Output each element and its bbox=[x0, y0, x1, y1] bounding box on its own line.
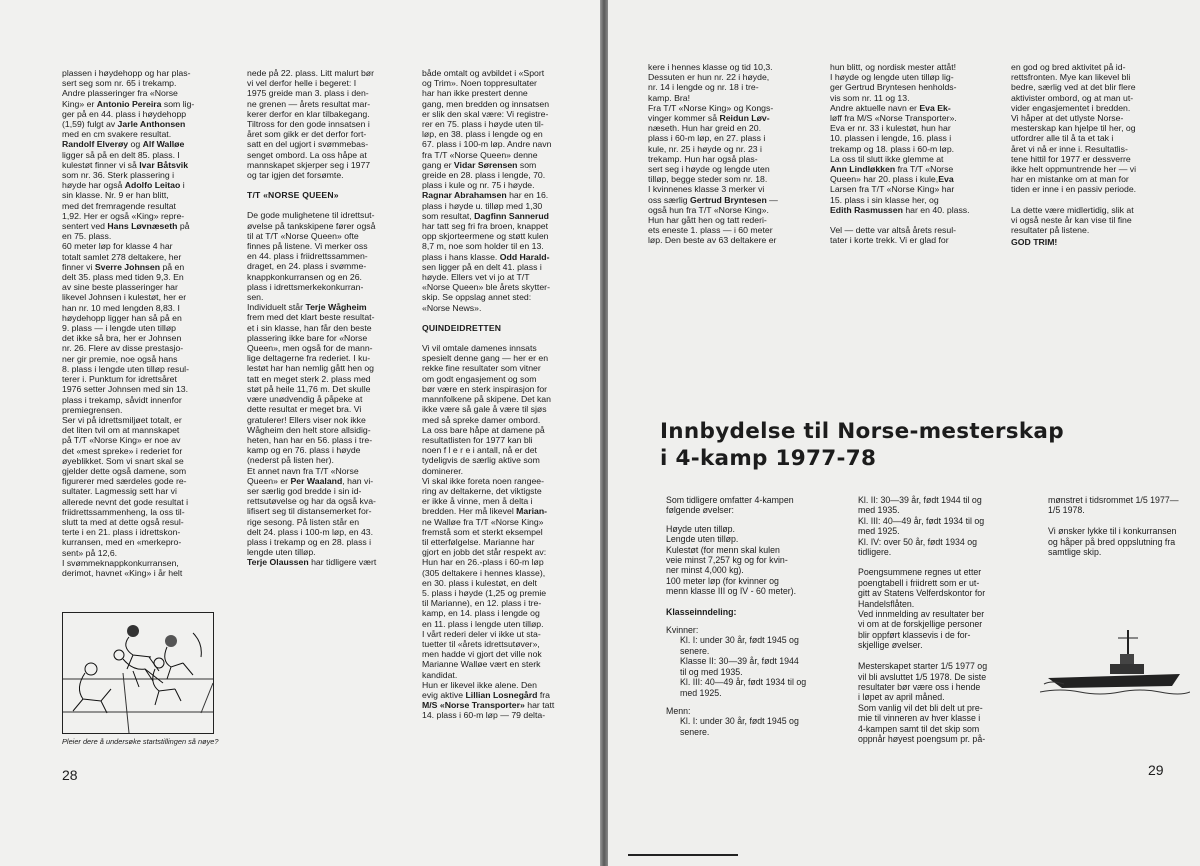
right-column-3 bbox=[1011, 62, 1181, 248]
text-line: frem med det klart beste resultat- bbox=[247, 312, 375, 323]
headline-line-2: i 4-kamp 1977-78 bbox=[660, 446, 877, 471]
text-line: Kl. III: 40—49 år, født 1934 til og bbox=[680, 677, 807, 688]
text-line: 60 meter løp for klasse 4 har bbox=[62, 241, 173, 252]
text-line: rige sesong. På listen står en bbox=[247, 516, 360, 527]
text-line: Mesterskapet starter 1/5 1977 og bbox=[858, 661, 988, 672]
text-line: både omtalt og avbildet i «Sport bbox=[422, 68, 545, 78]
text-line: resultater på listene. bbox=[1011, 225, 1090, 236]
text-line: sultater. Lagmessig sett har vi bbox=[62, 486, 177, 497]
text-line: M/S «Norse Transporter» har tatt bbox=[422, 700, 555, 711]
text-line: likevel Johnsen i kulestøt, her er bbox=[62, 292, 187, 303]
text-line bbox=[1011, 195, 1181, 205]
text-line: Kl. I: under 30 år, født 1945 og bbox=[680, 716, 799, 727]
text-line: sert seg som nr. 65 i trekamp. bbox=[62, 78, 177, 89]
text-line: en god og bred aktivitet på id- bbox=[1011, 62, 1126, 72]
text-line: året som gikk er det derfor fort- bbox=[247, 129, 367, 140]
text-line: allerede nevnt det gode resultat i bbox=[62, 496, 189, 507]
section-heading-quindeidretten: QUINDEIDRETTEN bbox=[422, 322, 502, 333]
text-line: følgende øvelser: bbox=[666, 505, 734, 516]
text-line: plass i trekamp, såvidt innenfor bbox=[62, 394, 182, 405]
text-line: plass i høyde u. tilløp med 1,30 bbox=[422, 200, 543, 211]
text-line: sin klasse. Nr. 9 er han blitt, bbox=[62, 190, 169, 201]
text-line: Ved innmelding av resultater ber bbox=[858, 609, 985, 620]
text-line: Lengde uten tilløp. bbox=[666, 534, 739, 545]
text-line: King» er Antonio Pereira som lig- bbox=[62, 98, 195, 109]
ship-illustration bbox=[1040, 628, 1190, 698]
text-line: til etterfølgelse. Marianne har bbox=[422, 536, 535, 547]
text-line: delt 24. plass i 100-m løp, en 43. bbox=[247, 526, 374, 537]
text-line: trekamp. Hun har også plas- bbox=[648, 153, 758, 164]
text-line: gjort en jobb det står respekt av: bbox=[422, 547, 547, 558]
text-line: La oss bare håpe at damene på bbox=[422, 424, 545, 435]
text-line: Wågheim den helt store allsidig- bbox=[247, 424, 371, 435]
text-line: hun blitt, og nordisk mester attåt! bbox=[830, 62, 957, 72]
text-line: Queen», men også for de mann- bbox=[247, 343, 373, 354]
signoff: GOD TRIM! bbox=[1011, 237, 1058, 248]
text-line: og håper på bred oppslutning fra bbox=[1048, 536, 1176, 547]
text-line: greide en 28. plass i lengde, 70. bbox=[422, 170, 546, 181]
text-line: I vårt rederi deler vi ikke ut sta- bbox=[422, 628, 541, 639]
cartoon-runners-drawing bbox=[63, 613, 213, 733]
text-line: terte i en 21. plass i idrettskon- bbox=[62, 527, 181, 538]
text-line: figurerer med særdeles gode re- bbox=[62, 476, 187, 487]
left-column-2-part-a bbox=[247, 68, 407, 180]
text-line: Andre plasseringer fra «Norse bbox=[62, 88, 178, 99]
text-line: 1/5 1978. bbox=[1048, 505, 1085, 516]
text-line: mannfolkene på skipene. Det kan bbox=[422, 394, 551, 405]
text-line: skip. Se oppslag annet sted: bbox=[422, 292, 532, 303]
text-line: og tar igjen det forsømte. bbox=[247, 170, 344, 181]
text-line: sert seg i høyde og lengde uten bbox=[648, 164, 770, 175]
text-line: spesielt denne gang — her er en bbox=[422, 353, 549, 364]
left-column-2-part-b bbox=[247, 210, 407, 567]
text-line: vinger kommer så Reidun Løv- bbox=[648, 113, 770, 124]
text-line: slutt ta med at dette også resul- bbox=[62, 516, 184, 527]
text-line: 100 meter løp (for kvinner og bbox=[666, 575, 779, 586]
text-line: ner gir premie, noe også hans bbox=[62, 353, 178, 364]
text-line: vider engasjementet i bredden. bbox=[1011, 102, 1131, 113]
text-line: (nederst på listen her). bbox=[247, 455, 334, 466]
text-line: det «mest spreke» i rederiet for bbox=[62, 445, 183, 456]
text-line: Vi vil omtale damenes innsats bbox=[422, 343, 537, 354]
text-line: «Norse News». bbox=[422, 302, 482, 313]
text-line: evig aktive Lillian Losnegård fra bbox=[422, 689, 550, 700]
text-line: fremstå som et sterkt eksempel bbox=[422, 526, 543, 537]
text-line: er slik den skal være: Vi registre- bbox=[422, 108, 549, 119]
text-line: har tatt seg fri fra broen, knappet bbox=[422, 221, 549, 232]
text-line: senere. bbox=[680, 726, 710, 737]
left-column-1 bbox=[62, 68, 232, 578]
text-line: noen f l e r e i antall, nå er det bbox=[422, 445, 537, 456]
text-line: Kl. II: 30—39 år, født 1944 til og bbox=[858, 495, 982, 505]
section-heading-norse-queen: T/T «NORSE QUEEN» bbox=[247, 190, 339, 201]
text-line: ner minst 4,000 kg). bbox=[666, 565, 744, 576]
text-line: vil bli avsluttet 1/5 1978. De siste bbox=[858, 671, 987, 682]
left-column-3-part-a bbox=[422, 68, 592, 313]
text-line: løff fra M/S «Norse Transporter». bbox=[830, 113, 957, 124]
invitation-column-3 bbox=[1048, 495, 1193, 557]
text-line: til at T/T «Norse Queen» ofte bbox=[247, 230, 359, 241]
text-line: av sine beste plasseringer har bbox=[62, 282, 178, 293]
text-line: gjelder dette også damene, som bbox=[62, 465, 187, 476]
text-line: nede på 22. plass. Litt malurt bør bbox=[247, 68, 374, 78]
text-line: Kl. III: 40—49 år, født 1934 til og bbox=[858, 515, 985, 526]
text-line: Fra T/T «Norse King» og Kongs- bbox=[648, 102, 774, 113]
text-line: en 75. plass. bbox=[62, 231, 112, 242]
text-line: tater i korte trekk. Vi er glad for bbox=[830, 235, 949, 246]
text-line: I kvinnenes klasse 3 merker vi bbox=[648, 184, 765, 195]
text-line: som resultat, Dagfinn Sannerud bbox=[422, 210, 549, 221]
text-line: Terje Olaussen har tidligere vært bbox=[247, 557, 377, 568]
text-line: gratulerer! Ellers viser nok ikke bbox=[247, 414, 366, 425]
text-line: 10. plassen i lengde, 16. plass i bbox=[830, 133, 952, 144]
text-line: draget, en 24. plass i svømme- bbox=[247, 261, 367, 272]
text-line: lestøt har han nemlig gått hen og bbox=[247, 363, 375, 374]
book-gutter bbox=[600, 0, 608, 866]
text-line: finner vi Sverre Johnsen på en bbox=[62, 261, 185, 272]
text-line: vis som nr. 11 og 13. bbox=[830, 92, 910, 103]
text-line: tilløp, begge steder som nr. 18. bbox=[648, 174, 768, 185]
text-line: også hun fra T/T «Norse King». bbox=[648, 204, 769, 215]
text-line: skjellige øvelser. bbox=[858, 640, 923, 651]
text-line: ser særlig god bredde i sin id- bbox=[247, 485, 362, 496]
text-line: mønstret i tidsrommet 1/5 1977— bbox=[1048, 495, 1179, 505]
text-line: i løpet av april måned. bbox=[858, 692, 945, 703]
text-line: på T/T «Norse King» er noe av bbox=[62, 435, 181, 446]
text-line: har han ikke prestert denne bbox=[422, 88, 528, 99]
text-line: tidligere. bbox=[858, 547, 892, 558]
text-line: ne Walløe fra T/T «Norse King» bbox=[422, 516, 544, 527]
text-line: kule, nr. 25 i høyde og nr. 23 i bbox=[648, 143, 762, 154]
text-line: ne grenen — årets resultat mar- bbox=[247, 98, 371, 109]
text-line: plass i hans klasse. Odd Harald- bbox=[422, 251, 550, 262]
text-line: mesterskap kan hjelpe til her, og bbox=[1011, 123, 1136, 134]
text-line: plass i trekamp og en 28. plass i bbox=[247, 536, 372, 547]
text-line: vi vel derfor helle i begeret: I bbox=[247, 78, 357, 89]
text-line: finnes på listene. Vi merker oss bbox=[247, 241, 368, 252]
left-column-3-part-b bbox=[422, 343, 592, 721]
text-line: en 44. plass i friidrettssammen- bbox=[247, 251, 368, 262]
text-line: Ser vi på idrettsmiljøet totalt, er bbox=[62, 414, 182, 425]
text-line: mie til vinneren av hver klasse i bbox=[858, 713, 981, 724]
text-line: I svømmeknappkonkurransen, bbox=[62, 557, 179, 568]
text-line: gang, men bredden og innsatsen bbox=[422, 98, 550, 109]
text-line: Individuelt står Terje Wågheim bbox=[247, 302, 367, 313]
text-line: Vi ønsker lykke til i konkurransen bbox=[1048, 526, 1177, 537]
text-line: sen ligger på en delt 41. plass i bbox=[422, 261, 542, 272]
text-line: med så spreke damer ombord. bbox=[422, 414, 541, 425]
right-column-3-text bbox=[1011, 62, 1181, 235]
text-line: nr. 14 i lengde og nr. 18 i tre- bbox=[648, 82, 759, 93]
text-line: Vel — dette var altså årets resul- bbox=[830, 225, 957, 236]
text-line: Handelsflåten. bbox=[858, 598, 915, 609]
text-line: kulestøt finner vi så Ivar Båtsvik bbox=[62, 159, 189, 170]
text-line: tatt en meget sterk 2. plass med bbox=[247, 373, 371, 384]
text-line: Ann Lindløkken fra T/T «Norse bbox=[830, 164, 954, 175]
left-column-2 bbox=[247, 68, 407, 568]
text-line: vi om at de forskjellige personer bbox=[858, 619, 983, 630]
text-line: 1976 setter Johnsen med sin 13. bbox=[62, 384, 189, 395]
text-line: kamp. Bra! bbox=[648, 92, 691, 103]
text-line: aktivister ombord, og at man ut- bbox=[1011, 92, 1134, 103]
cartoon-illustration bbox=[62, 612, 214, 734]
text-line: med det fremragende resultat bbox=[62, 200, 176, 211]
text-line: La oss til slutt ikke glemme at bbox=[830, 153, 944, 164]
text-line: kandidat. bbox=[422, 669, 458, 680]
text-line: øyeblikket. Som vi snart skal se bbox=[62, 455, 184, 466]
text-line: løp. Den beste av 63 deltakere er bbox=[648, 235, 777, 246]
text-line: øvelse på tankskipene fører også bbox=[247, 220, 376, 231]
text-line: resultater bør være oss i hende bbox=[858, 681, 981, 692]
text-line: ger Gertrud Bryntesen henholds- bbox=[830, 82, 957, 93]
text-line: 8,7 m, noe som holder til en 13. bbox=[422, 241, 544, 252]
text-line: og Trim». Noen toppresultater bbox=[422, 78, 537, 89]
text-line: plass i kule og nr. 75 i høyde. bbox=[422, 180, 535, 191]
text-line: lengde uten tilløp. bbox=[247, 547, 316, 558]
text-line: friidrettssammenheng, la oss til- bbox=[62, 506, 185, 517]
text-line: 1975 greide man 3. plass i den- bbox=[247, 88, 369, 99]
text-line: 9. plass — i lengde uten tilløp bbox=[62, 323, 176, 334]
text-line: 4-kampen samt til det skip som bbox=[858, 723, 980, 734]
text-line: lifisert seg til distansemerket for- bbox=[247, 506, 372, 517]
text-line: gitt av Statens Velferdskontor for bbox=[858, 588, 986, 599]
text-line: senere. bbox=[680, 645, 710, 656]
text-line: senget ombord. La oss håpe at bbox=[247, 149, 367, 160]
text-line: menn klasse III og IV - 60 meter). bbox=[666, 586, 797, 597]
text-line: oppnår høyest poengsum pr. på- bbox=[858, 733, 986, 744]
text-line: sen. bbox=[247, 292, 264, 303]
invitation-headline bbox=[660, 418, 1064, 472]
text-line: Vi håper at det utlyste Norse- bbox=[1011, 113, 1124, 124]
text-line: 5. plass i høyde (1,25 og premie bbox=[422, 587, 547, 598]
text-line: Queen» har 20. plass i kule,Eva bbox=[830, 174, 954, 185]
text-line: (305 deltakere i hennes klasse), bbox=[422, 567, 546, 578]
text-line: Queen» er Per Waaland, han vi- bbox=[247, 475, 374, 486]
text-line: 8. plass i lengde uten tilløp resul- bbox=[62, 363, 189, 374]
text-line: om godt engasjement og som bbox=[422, 373, 537, 384]
text-line: Høyde uten tilløp. bbox=[666, 523, 735, 534]
text-line: knappkonkurransen og en 26. bbox=[247, 271, 362, 282]
headline-line-1: Innbydelse til Norse-mesterskap bbox=[660, 419, 1064, 444]
text-line: opp skjorteermene og støtt kulen bbox=[422, 231, 549, 242]
text-line: sent» på 12,6. bbox=[62, 547, 118, 558]
text-line: Som tidligere omfatter 4-kampen bbox=[666, 495, 794, 505]
text-line: poengtabell i friidrett som er ut- bbox=[858, 577, 980, 588]
text-line: det liten tvil om at mannskapet bbox=[62, 425, 180, 436]
text-line: Tiltross for den gode innsatsen i bbox=[247, 119, 370, 130]
text-line: 15. plass i sin klasse her, og bbox=[830, 194, 939, 205]
text-line: støt på heile 11,76 m. Det skulle bbox=[247, 383, 371, 394]
text-line: Poengsummene regnes ut etter bbox=[858, 567, 982, 578]
text-line: resultatlisten for 1977 kan bli bbox=[422, 434, 533, 445]
text-line: Vi skal ikke foreta noen rangee- bbox=[422, 475, 545, 486]
text-line: Randolf Elverøy og Alf Walløe bbox=[62, 139, 185, 150]
page-number-left: 28 bbox=[62, 767, 78, 783]
text-line: ger på en 44. plass i høydehopp bbox=[62, 108, 187, 119]
text-line: heten, han har en 56. plass i tre- bbox=[247, 434, 373, 445]
text-line: plassen i høydehopp og har plas- bbox=[62, 68, 191, 78]
text-line: til og med 1935. bbox=[680, 666, 743, 677]
text-line: Et annet navn fra T/T «Norse bbox=[247, 465, 359, 476]
text-line: rettsfronten. Mye kan likevel bli bbox=[1011, 72, 1131, 83]
text-line: tydeligvis de særlig aktive som bbox=[422, 455, 540, 466]
text-line: Ragnar Abrahamsen har en 16. bbox=[422, 190, 549, 201]
text-line: plass i 60-m løp, en 27. plass i bbox=[648, 133, 766, 144]
text-line: høydehopp ligger han så på en bbox=[62, 312, 182, 323]
invitation-subheading: Klasseinndeling: bbox=[666, 606, 737, 617]
text-line: dominerer. bbox=[422, 465, 464, 476]
left-column-3 bbox=[422, 68, 592, 721]
text-line: høyde har også Adolfo Leitao i bbox=[62, 180, 185, 191]
text-line: vi også neste år kan vise til fine bbox=[1011, 215, 1132, 226]
text-line: (1,59) fulgt av Jarle Anthonsen bbox=[62, 119, 186, 130]
text-line: 1,92. Her er også «King» repre- bbox=[62, 210, 185, 221]
text-line: Klasse II: 30—39 år, født 1944 bbox=[680, 656, 799, 667]
text-line: rer en 75. plass i høyde uten til- bbox=[422, 119, 544, 130]
text-line: næseth. Hun har greid en 20. bbox=[648, 123, 762, 134]
text-line: Kl. I: under 30 år, født 1945 og bbox=[680, 635, 799, 646]
text-line: mannskapet skjerper seg i 1977 bbox=[247, 159, 371, 170]
text-line: gang er Vidar Sørensen som bbox=[422, 159, 537, 170]
text-line: totalt samlet 278 deltakere, her bbox=[62, 251, 182, 262]
text-line bbox=[858, 651, 1038, 661]
text-line: men hadde vi gjort det ville nok bbox=[422, 649, 542, 660]
text-line: tiden er inne i en passiv periode. bbox=[1011, 184, 1137, 195]
text-line: høyde. Ellers vet vi jo at T/T bbox=[422, 272, 530, 283]
right-column-2 bbox=[830, 62, 995, 246]
text-line: trekamp og 18. plass i 60-m løp. bbox=[830, 143, 955, 154]
text-line: kerer derfor en klar tilbakegang. bbox=[247, 108, 370, 119]
text-line: som nr. 36. Sterk plassering i bbox=[62, 170, 175, 181]
right-page bbox=[608, 0, 1200, 866]
text-line: løp, en 38. plass i lengde og en bbox=[422, 129, 543, 140]
text-line: Eva er nr. 33 i kulestøt, hun har bbox=[830, 123, 951, 134]
page-edge-mark bbox=[628, 854, 738, 856]
text-line: premiegrensen. bbox=[62, 404, 123, 415]
text-line: rettsutøvelse og har da også kva- bbox=[247, 496, 376, 507]
text-line: fra T/T «Norse Queen» denne bbox=[422, 149, 538, 160]
text-line bbox=[1048, 516, 1193, 526]
text-line: De gode mulighetene til idrettsut- bbox=[247, 210, 375, 221]
text-line: La dette være midlertidig, slik at bbox=[1011, 204, 1134, 215]
text-line: 67. plass i 100-m løp. Andre navn bbox=[422, 139, 552, 150]
text-line: med 1935. bbox=[858, 505, 900, 516]
text-line: «Norse Queen» ble årets skytter- bbox=[422, 282, 550, 293]
text-line: kamp, en 14. plass i lengde og bbox=[422, 608, 540, 619]
invitation-subheading: Kvinner: bbox=[666, 625, 699, 636]
text-line: samtlige skip. bbox=[1048, 547, 1102, 558]
text-line bbox=[830, 215, 995, 225]
text-line: Larsen fra T/T «Norse King» har bbox=[830, 184, 955, 195]
invitation-column-1 bbox=[666, 495, 846, 737]
text-line: oss særlig Gertrud Bryntesen — bbox=[648, 194, 778, 205]
text-line: ikke helt oppmuntrende her — vi bbox=[1011, 164, 1137, 175]
text-line: Kulestøt (for menn skal kulen bbox=[666, 544, 780, 555]
text-line: plass i idrettsmerkekonkurran- bbox=[247, 281, 364, 292]
text-line: det ikke så bra, her er Johnsen bbox=[62, 333, 182, 344]
invitation-subheading: Menn: bbox=[666, 705, 691, 716]
text-line: bredden. Her må likevel Marian- bbox=[422, 506, 548, 517]
text-line: Marianne Walløe vært en sterk bbox=[422, 659, 541, 670]
text-line: terer i. Punktum for idrettsåret bbox=[62, 374, 177, 385]
text-line: delt 35. plass med tiden 9,3. En bbox=[62, 272, 184, 283]
text-line: Andre aktuelle navn er Eva Ek- bbox=[830, 102, 951, 113]
text-line: være unødvendig å påpeke at bbox=[247, 394, 363, 405]
text-line: Som vanlig vil det bli delt ut pre- bbox=[858, 702, 983, 713]
text-line: nr. 26. Flere av disse prestasjo- bbox=[62, 343, 184, 354]
text-line: ring av deltakerne, det viktigste bbox=[422, 485, 542, 496]
text-line: året vi nå er inne i. Resultatlis- bbox=[1011, 143, 1128, 154]
text-line: veie minst 7,257 kg og for kvin- bbox=[666, 555, 788, 566]
text-line: rekke fine resultater som vitner bbox=[422, 363, 541, 374]
text-line: bør være en sterk inspirasjon for bbox=[422, 383, 548, 394]
text-line: bedre, særlig ved at det blir flere bbox=[1011, 82, 1136, 93]
text-line: I høyde og lengde uten tilløp lig- bbox=[830, 72, 954, 83]
text-line: blir oppført klassevis i de for- bbox=[858, 629, 971, 640]
text-line: satt en del ugjort i svømmebas- bbox=[247, 139, 369, 150]
text-line: utfordrer alle til å ta et tak i bbox=[1011, 133, 1114, 144]
text-line: kamp og en 76. plass i høyde bbox=[247, 445, 361, 456]
text-line: derimot, havnet «King» i år helt bbox=[62, 567, 183, 578]
text-line: dette resultat er meget bra. Vi bbox=[247, 404, 362, 415]
text-line: med en cm svakere resultat. bbox=[62, 129, 172, 140]
text-line: med 1925. bbox=[680, 687, 722, 698]
text-line: lige deltagerne fra rederiet. I ku- bbox=[247, 353, 371, 364]
cartoon-caption: Pleier dere å undersøke startstillingen så nøye? bbox=[62, 737, 219, 746]
text-line: er ikke å vinne, men å delta i bbox=[422, 496, 533, 507]
text-line: kere i hennes klasse og tid 10,3. bbox=[648, 62, 773, 72]
right-column-1 bbox=[648, 62, 813, 246]
text-line: til Marianne), en 12. plass i tre- bbox=[422, 598, 542, 609]
text-line: tene hittil for 1977 er dessverre bbox=[1011, 153, 1131, 164]
text-line: kurransen, med en «merkepro- bbox=[62, 537, 182, 548]
text-line: Kl. IV: over 50 år, født 1934 og bbox=[858, 536, 977, 547]
text-line: har en mistanke om at man for bbox=[1011, 174, 1129, 185]
text-line: Edith Rasmussen har en 40. plass. bbox=[830, 204, 970, 215]
text-line: en 30. plass i kulestøt, en delt bbox=[422, 577, 537, 588]
text-line: en 11. plass i lengde uten tilløp. bbox=[422, 618, 544, 629]
text-line: et i sin klasse, han får den beste bbox=[247, 322, 372, 333]
text-line: sentert ved Hans Løvnæseth på bbox=[62, 221, 190, 232]
text-line: ikke være så gale å være til sjøs bbox=[422, 404, 547, 415]
text-line: med 1925. bbox=[858, 526, 900, 537]
text-line: Dessuten er hun nr. 22 i høyde, bbox=[648, 72, 770, 83]
text-line: ligger så på en delt 85. plass. I bbox=[62, 149, 180, 160]
text-line: han nr. 10 med lengden 8,83. I bbox=[62, 302, 180, 313]
text-line: 14. plass i 60-m løp — 79 delta- bbox=[422, 710, 546, 721]
text-line: Hun har gått hen og tatt rederi- bbox=[648, 215, 767, 226]
text-line: plassering ikke bare for «Norse bbox=[247, 332, 368, 343]
text-line: Hun har en 26.-plass i 60-m løp bbox=[422, 557, 544, 568]
text-line: Hun er likevel ikke alene. Den bbox=[422, 679, 537, 690]
page-number-right: 29 bbox=[1148, 762, 1164, 778]
invitation-column-2 bbox=[858, 495, 1038, 744]
text-line: tuetter til «årets idrettsutøver», bbox=[422, 638, 540, 649]
text-line: ets eneste 1. plass — i 60 meter bbox=[648, 225, 773, 236]
